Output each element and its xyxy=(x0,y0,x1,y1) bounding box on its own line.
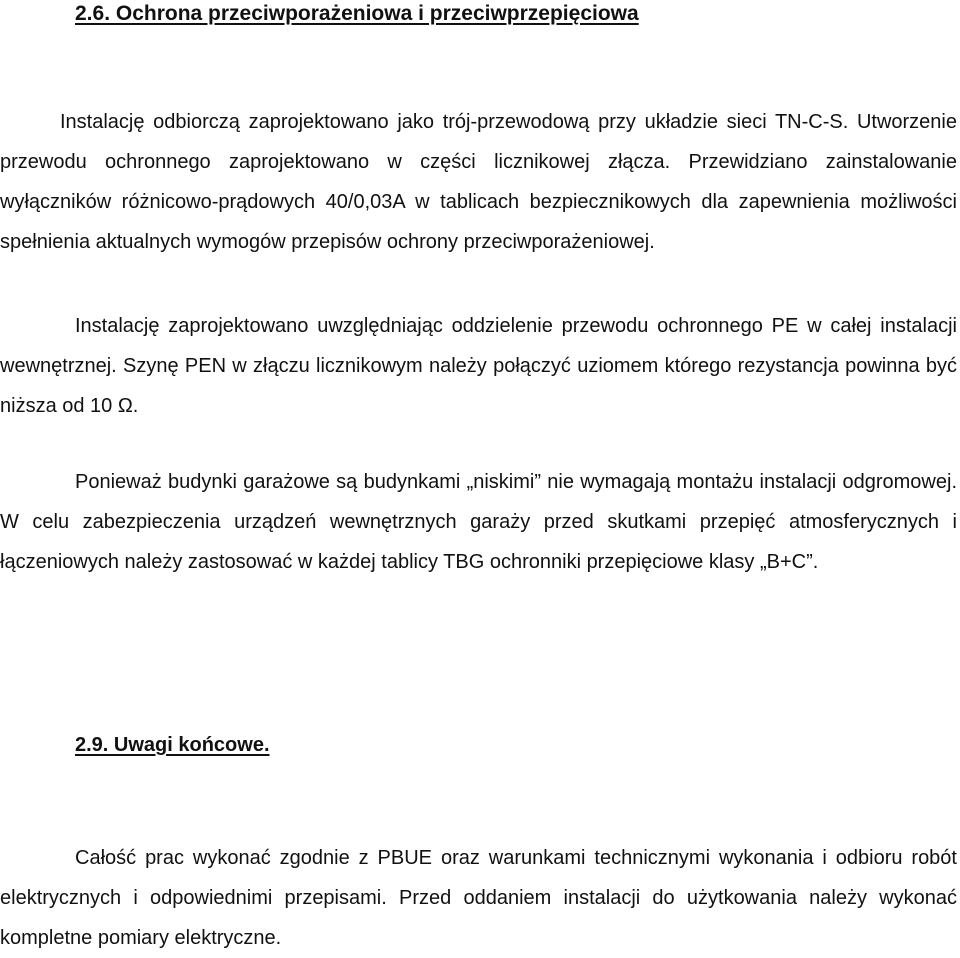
paragraph-installation: Instalację odbiorczą zaprojektowano jako trój-przewodową przy układzie sieci TN-C-S. Utworzenie przewodu ochronnego zaprojektowano w części licznikowej złącza. Przewidziano zainstalowanie wyłączników różnicowo-prądowych 40/0,03A w tablicach bezpiecznikowych dla zapewnienia możliwości spełnienia aktualnych wymogów przepisów ochrony przeciwporażeniowej. xyxy=(0,111,957,253)
section-heading-2-6: 2.6. Ochrona przeciwporażeniowa i przeciwprzepięciowa xyxy=(75,2,639,25)
paragraph-protective-conductor: Instalację zaprojektowano uwzględniając oddzielenie przewodu ochronnego PE w całej instalacji wewnętrznej. Szynę PEN w złączu licznikowym należy połączyć uziomem którego rezystancja powinna być niższa od 10 Ω. xyxy=(0,315,957,417)
section-heading-2-9: 2.9. Uwagi końcowe. xyxy=(75,734,270,756)
paragraph-final-remarks: Całość prac wykonać zgodnie z PBUE oraz warunkami technicznymi wykonania i odbioru robót elektrycznych i odpowiednimi przepisami. Przed oddaniem instalacji do użytkowania należy wykonać kompletne pomiary elektryczne. xyxy=(0,847,957,949)
paragraph-lightning-protection: Ponieważ budynki garażowe są budynkami „niskimi” nie wymagają montażu instalacji odgromowej. W celu zabezpieczenia urządzeń wewnętrznych garaży przed skutkami przepięć atmosferycznych i łączeniowych należy zastosować w każdej tablicy TBG ochronniki przepięciowe klasy „B+C”. xyxy=(0,471,957,573)
